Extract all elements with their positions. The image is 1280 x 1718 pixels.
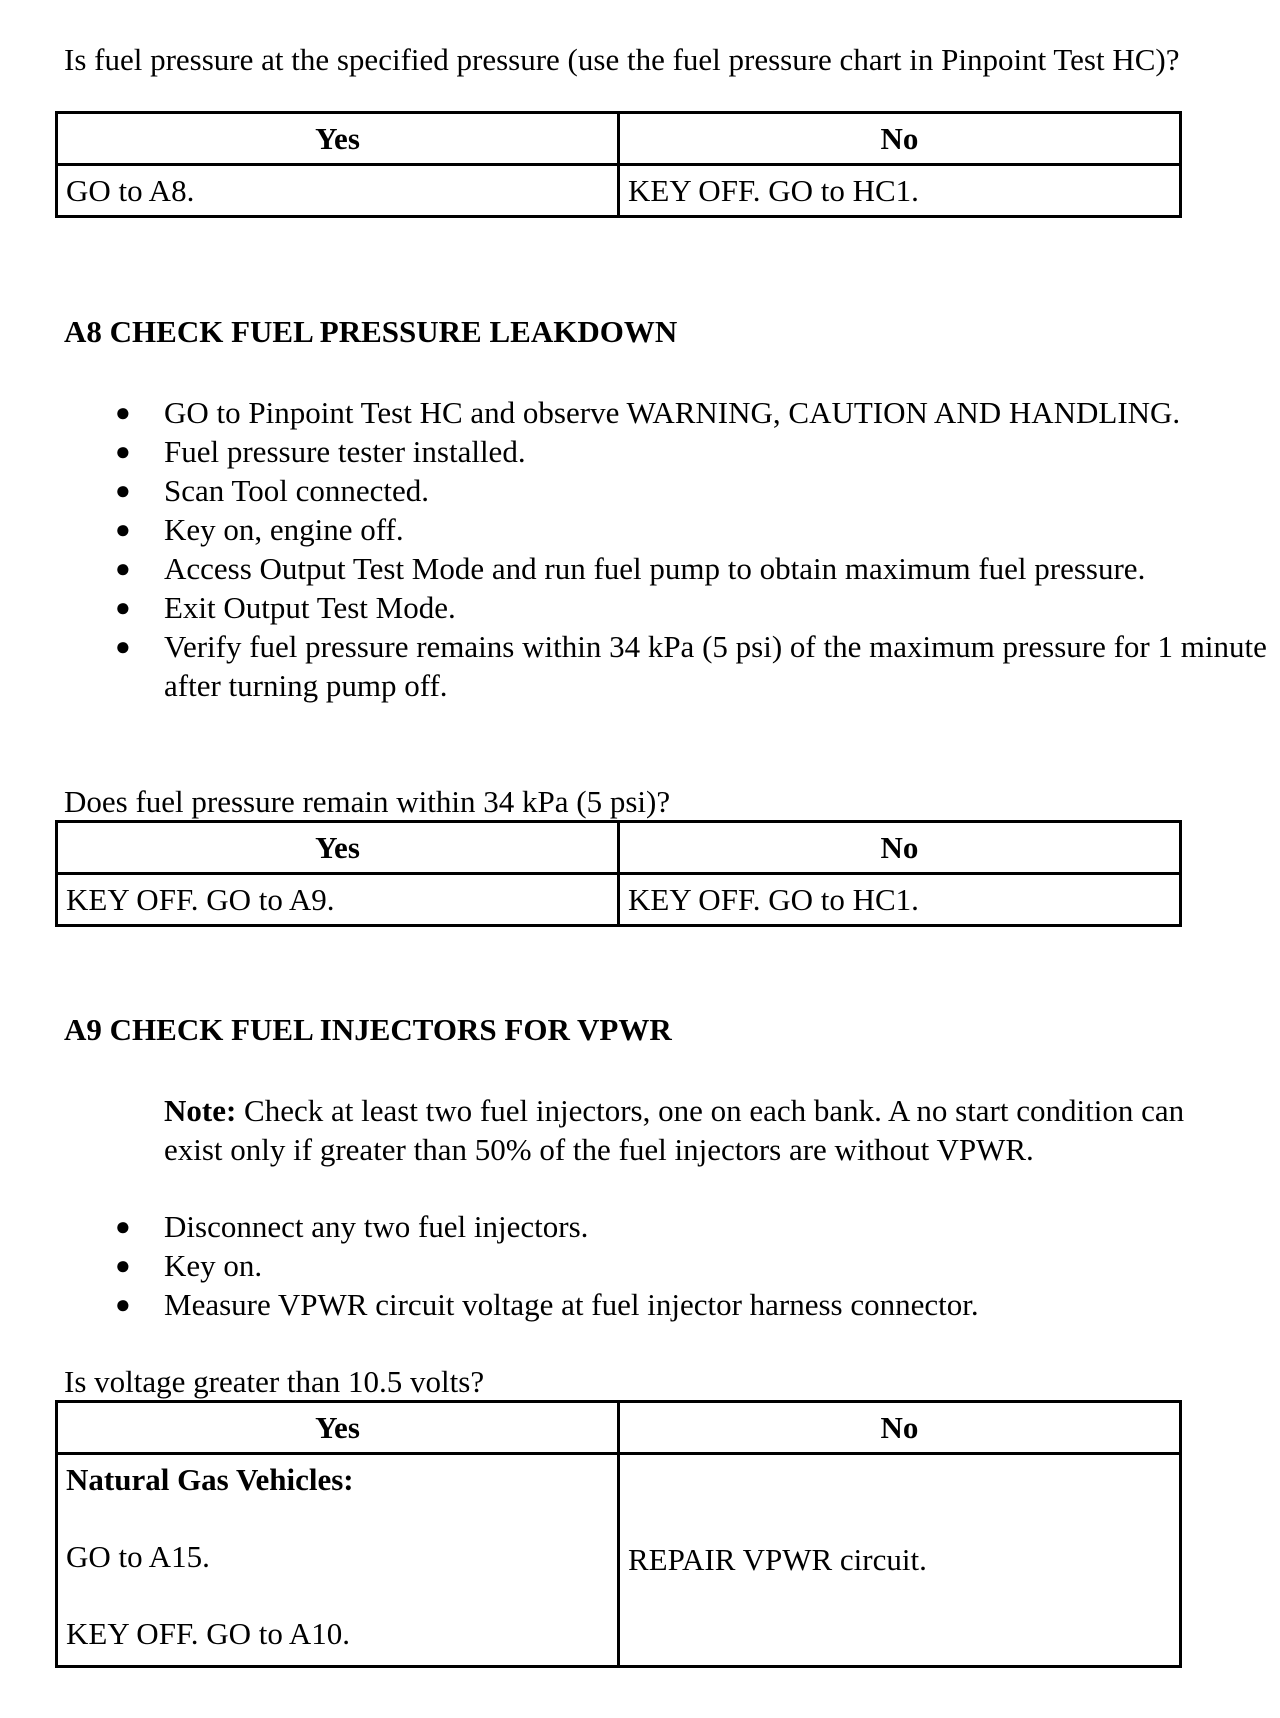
no-answer: REPAIR VPWR circuit.	[619, 1454, 1181, 1667]
yes-header: Yes	[57, 113, 619, 165]
no-answer: KEY OFF. GO to HC1.	[619, 165, 1181, 217]
a9-note	[164, 1091, 1244, 1169]
table-row	[57, 1454, 1181, 1667]
list-item: ● Verify fuel pressure remains within 34 kPa (5 psi) of the maximum pressure for 1 minute after turning pump off.	[115, 629, 1267, 703]
table-header-row	[57, 113, 1181, 165]
yes-answer: KEY OFF. GO to A9.	[57, 874, 619, 926]
fuel-pressure-answer-table	[55, 111, 1182, 218]
no-header: No	[619, 822, 1181, 874]
yes-answer-line: GO to A15.	[66, 1539, 210, 1574]
a8-question: Does fuel pressure remain within 34 kPa (5 psi)?	[64, 784, 671, 819]
yes-header: Yes	[57, 1402, 619, 1454]
list-item: ● Exit Output Test Mode.	[115, 590, 456, 625]
bullet-icon: ●	[115, 632, 131, 661]
fuel-pressure-question: Is fuel pressure at the specified pressure (use the fuel pressure chart in Pinpoint Test HC)?	[64, 42, 1180, 77]
no-answer: KEY OFF. GO to HC1.	[619, 874, 1181, 926]
bullet-icon: ●	[115, 476, 131, 505]
a9-answer-table	[55, 1400, 1182, 1668]
a9-step-list	[110, 1207, 1280, 1324]
a9-heading: A9 CHECK FUEL INJECTORS FOR VPWR	[64, 1012, 672, 1047]
a8-heading: A8 CHECK FUEL PRESSURE LEAKDOWN	[64, 314, 678, 349]
bullet-icon: ●	[115, 593, 131, 622]
a9-question: Is voltage greater than 10.5 volts?	[64, 1364, 485, 1399]
bullet-icon: ●	[115, 437, 131, 466]
a8-step-list	[110, 393, 1280, 705]
list-item: ● Access Output Test Mode and run fuel pump to obtain maximum fuel pressure.	[115, 551, 1146, 586]
list-item: ● Disconnect any two fuel injectors.	[115, 1209, 589, 1244]
bullet-icon: ●	[115, 398, 131, 427]
table-header-row	[57, 822, 1181, 874]
note-text: Check at least two fuel injectors, one on each bank. A no start condition can exist only if greater than 50% of the fuel injectors are without VPWR.	[164, 1093, 1185, 1167]
yes-answer: GO to A8.	[57, 165, 619, 217]
list-item: ● Fuel pressure tester installed.	[115, 434, 526, 469]
list-item: ● Key on.	[115, 1248, 263, 1283]
list-item: ● Scan Tool connected.	[115, 473, 429, 508]
bullet-icon: ●	[115, 554, 131, 583]
natural-gas-label: Natural Gas Vehicles:	[66, 1462, 354, 1497]
no-header: No	[619, 113, 1181, 165]
table-row	[57, 874, 1181, 926]
bullet-icon: ●	[115, 1212, 131, 1241]
note-label: Note:	[164, 1093, 237, 1128]
bullet-icon: ●	[115, 1251, 131, 1280]
table-row	[57, 165, 1181, 217]
table-header-row	[57, 1402, 1181, 1454]
yes-answer-line: KEY OFF. GO to A10.	[66, 1616, 351, 1651]
bullet-icon: ●	[115, 515, 131, 544]
list-item: ● Measure VPWR circuit voltage at fuel injector harness connector.	[115, 1287, 979, 1322]
list-item: ● GO to Pinpoint Test HC and observe WARNING, CAUTION AND HANDLING.	[115, 395, 1181, 430]
a8-answer-table	[55, 820, 1182, 927]
yes-header: Yes	[57, 822, 619, 874]
bullet-icon: ●	[115, 1290, 131, 1319]
yes-answer	[57, 1454, 619, 1667]
list-item: ● Key on, engine off.	[115, 512, 404, 547]
no-header: No	[619, 1402, 1181, 1454]
